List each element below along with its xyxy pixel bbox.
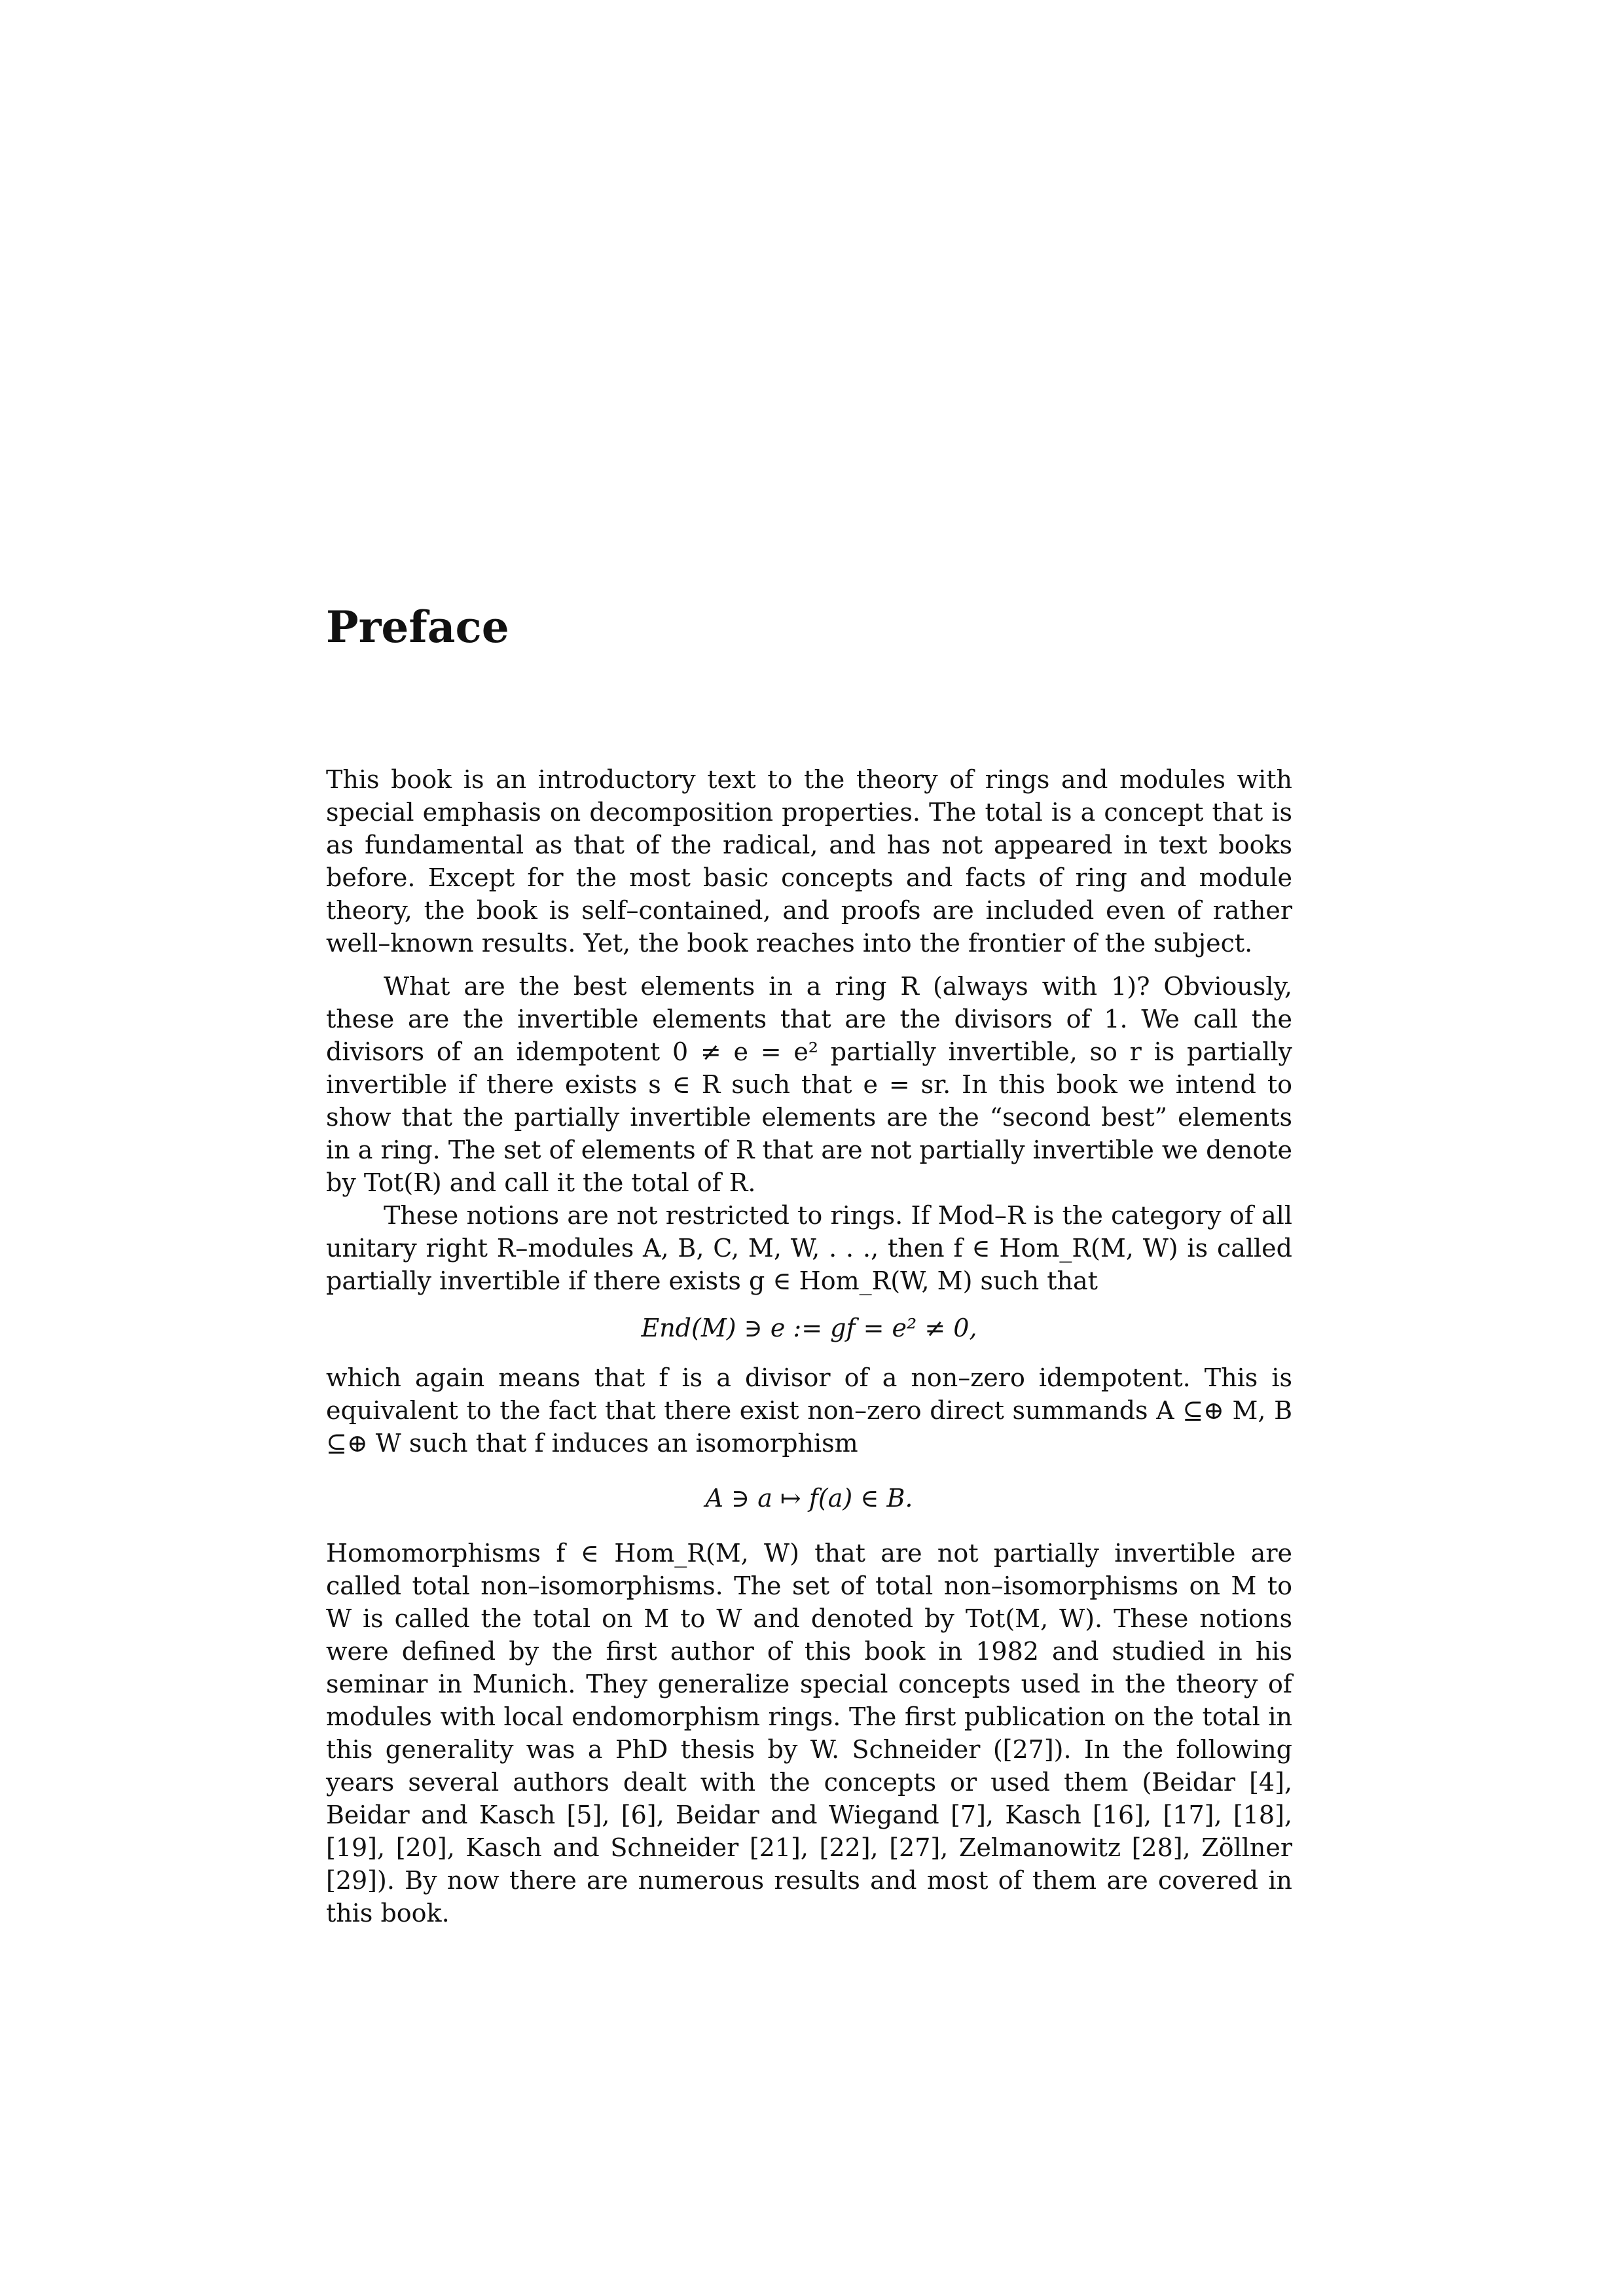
chapter-title: Preface xyxy=(326,601,509,653)
paragraph-modules: These notions are not restricted to rings. If Mod–R is the category of all unitary right R–modules A, B, C, M, W, . . ., then f ∈ Hom_R(M, W) is called partially invertible if there exists g ∈ Hom_R(W, M) such that xyxy=(326,1201,1292,1295)
paragraph-partially-invertible: What are the best elements in a ring R (always with 1)? Obviously, these are the invertible elements that are the divisors of 1. We call the divisors of an idempotent 0 ≠ e = e² partially invertible, so r is partially invertible if there exists s ∈ R such that e = sr. In this book we intend to show that the partially invertible elements are the “second best” elements in a ring. The set of elements of R that are not partially invertible we denote by Tot(R) and call it the total of R. xyxy=(326,972,1292,1197)
paragraph-introduction: This book is an introductory text to the theory of rings and modules with special emphasis on decomposition properties. The total is a concept that is as fundamental as that of the radical, and has not appeared in text books before. Except for the most basic concepts and facts of ring and module theory, the book is self–contained, and proofs are included even of rather well–known results. Yet, the book reaches into the frontier of the subject. xyxy=(326,765,1292,958)
paragraph-history: Homomorphisms f ∈ Hom_R(M, W) that are not partially invertible are called total non–isomorphisms. The set of total non–isomorphisms on M to W is called the total on M to W and denoted by Tot(M, W). These notions were defined by the first author of this book in 1982 and studied in his seminar in Munich. They generalize special concepts used in the theory of modules with local endomorphism rings. The first publication on the total in this generality was a PhD thesis by W. Schneider ([27]). In the following years several authors dealt with the concepts or used them (Beidar [4], Beidar and Kasch [5], [6], Beidar and Wiegand [7], Kasch [16], [17], [18], [19], [20], Kasch and Schneider [21], [22], [27], Zelmanowitz [28], Zöllner [29]). By now there are numerous results and most of them are covered in this book. xyxy=(326,1539,1292,1928)
display-formula-idempotent: End(M) ∋ e := gf = e² ≠ 0, xyxy=(641,1314,977,1342)
paragraph-divisor: which again means that f is a divisor of a non–zero idempotent. This is equivalent to the fact that there exist non–zero direct summands A ⊆⊕ M, B ⊆⊕ W such that f induces an isomorphism xyxy=(326,1363,1292,1458)
preface-body xyxy=(326,763,1292,1929)
display-formula-isomorphism: A ∋ a ↦ f(a) ∈ B. xyxy=(705,1484,913,1513)
